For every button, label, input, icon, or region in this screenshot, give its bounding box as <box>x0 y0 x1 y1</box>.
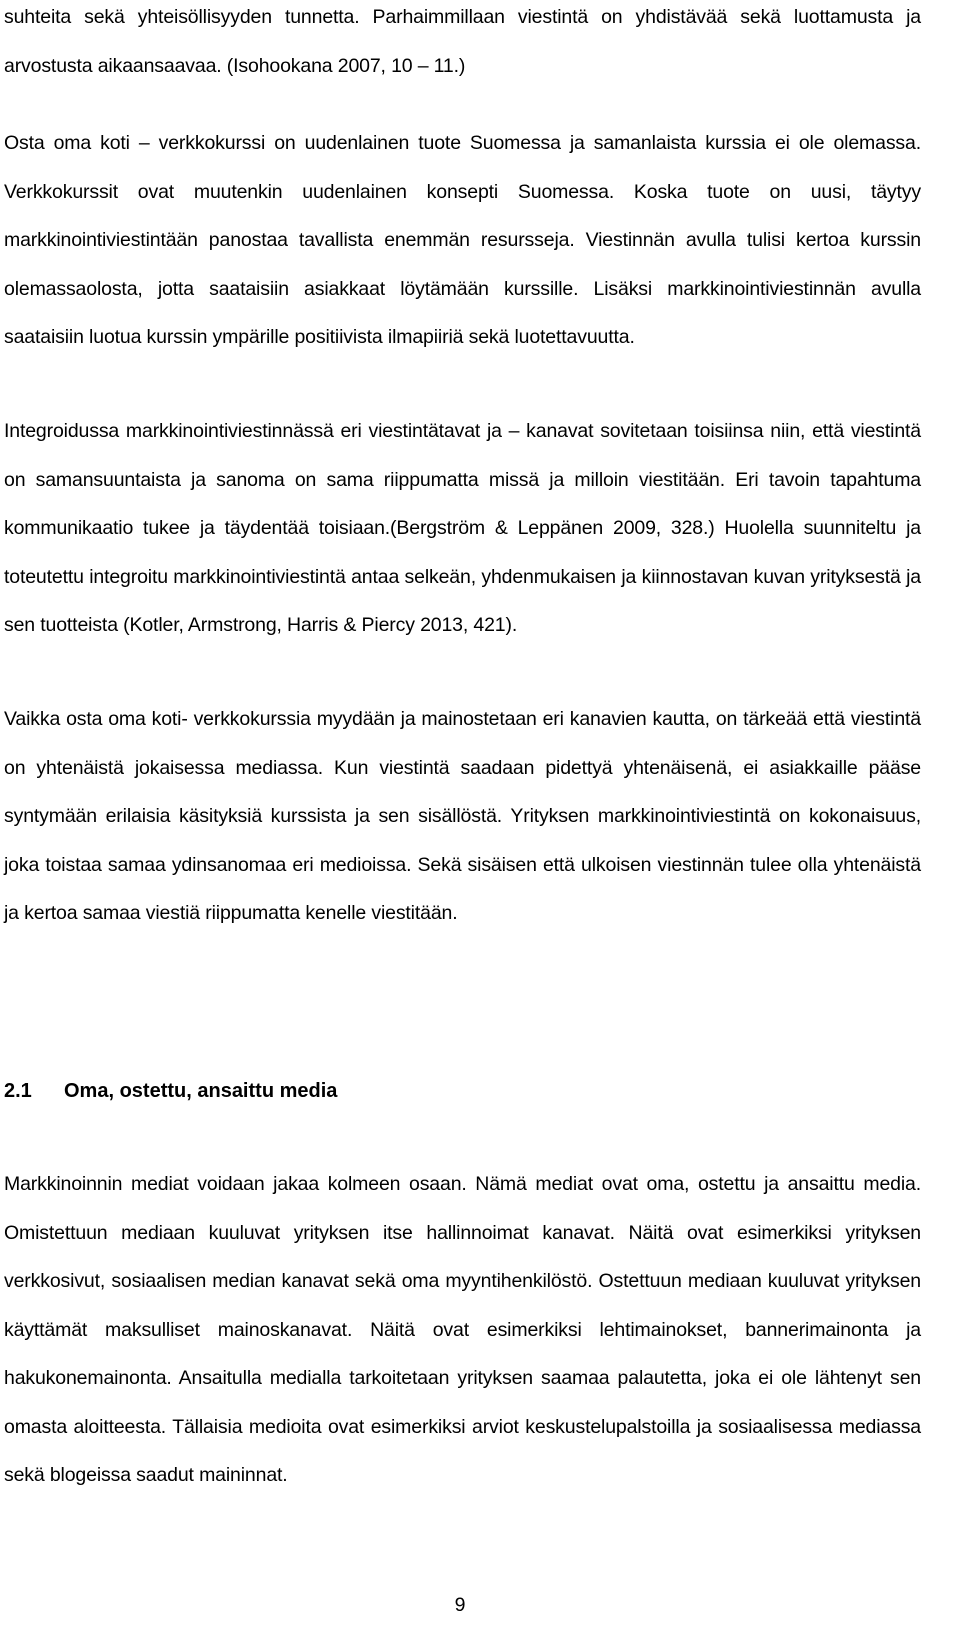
section-heading <box>4 1067 337 1115</box>
paragraph-media-types: Markkinoinnin mediat voidaan jakaa kolmeen osaan. Nämä mediat ovat oma, ostettu ja ansaittu media. Omistettuun mediaan kuuluvat yrityksen itse hallinnoimat kanavat. Näitä ovat esimerkiksi yrityksen verkkosivut, sosiaalisen median kanavat sekä oma myyntihenkilöstö. Ostettuun mediaan kuuluvat yrityksen käyttämät maksulliset mainoskanavat. Näitä ovat esimerkiksi lehtimainokset, bannerimainonta ja hakukonemainonta. Ansaitulla medialla tarkoitetaan yrityksen saamaa palautetta, joka ei ole lähtenyt sen omasta aloitteesta. Tällaisia medioita ovat esimerkiksi arviot keskustelupalstoilla ja sosiaalisessa mediassa sekä blogeissa saadut maininnat. <box>4 1173 921 1486</box>
paragraph-consistent-messaging: Vaikka osta oma koti- verkkokurssia myydään ja mainostetaan eri kanavien kautta, on tärkeää että viestintä on yhtenäistä jokaisessa mediassa. Kun viestintä saadaan pidettyä yhtenäisenä, ei asiakkaille pääse syntymään erilaisia käsityksiä kurssista ja sen sisällöstä. Yrityksen markkinointiviestintä on kokonaisuus, joka toistaa samaa ydinsanomaa eri medioissa. Sekä sisäisen että ulkoisen viestinnän tulee olla yhtenäistä ja kertoa samaa viestiä riippumatta kenelle viestitään. <box>4 708 921 924</box>
paragraph-course-novelty: Osta oma koti – verkkokurssi on uudenlainen tuote Suomessa ja samanlaista kurssia ei ole olemassa. Verkkokurssit ovat muutenkin uudenlainen konsepti Suomessa. Koska tuote on uusi, täytyy markkinointiviestintään panostaa tavallista enemmän resursseja. Viestinnän avulla tulisi kertoa kurssin olemassaolosta, jotta saataisiin asiakkaat löytämään kurssille. Lisäksi markkinointiviestinnän avulla saataisiin luotua kurssin ympärille positiivista ilmapiiriä sekä luotettavuutta. <box>4 132 921 348</box>
section-number: 2.1 <box>4 1080 32 1102</box>
paragraph-intro-continuation: suhteita sekä yhteisöllisyyden tunnetta. Parhaimmillaan viestintä on yhdistävää sekä luottamusta ja arvostusta aikaansaavaa. (Isohookana 2007, 10 – 11.) <box>4 6 921 77</box>
page-number: 9 <box>454 1594 466 1616</box>
paragraph-integrated-communication: Integroidussa markkinointiviestinnässä eri viestintätavat ja – kanavat sovitetaan toisiinsa niin, että viestintä on samansuuntaista ja sanoma on sama riippumatta missä ja milloin viestitään. Eri tavoin tapahtuma kommunikaatio tukee ja täydentää toisiaan.(Bergström & Leppänen 2009, 328.) Huolella suunniteltu ja toteutettu integroitu markkinointiviestintä antaa selkeän, yhdenmukaisen ja kiinnostavan kuvan yrityksestä ja sen tuotteista (Kotler, Armstrong, Harris & Piercy 2013, 421). <box>4 420 921 636</box>
section-title: Oma, ostettu, ansaittu media <box>64 1080 338 1102</box>
